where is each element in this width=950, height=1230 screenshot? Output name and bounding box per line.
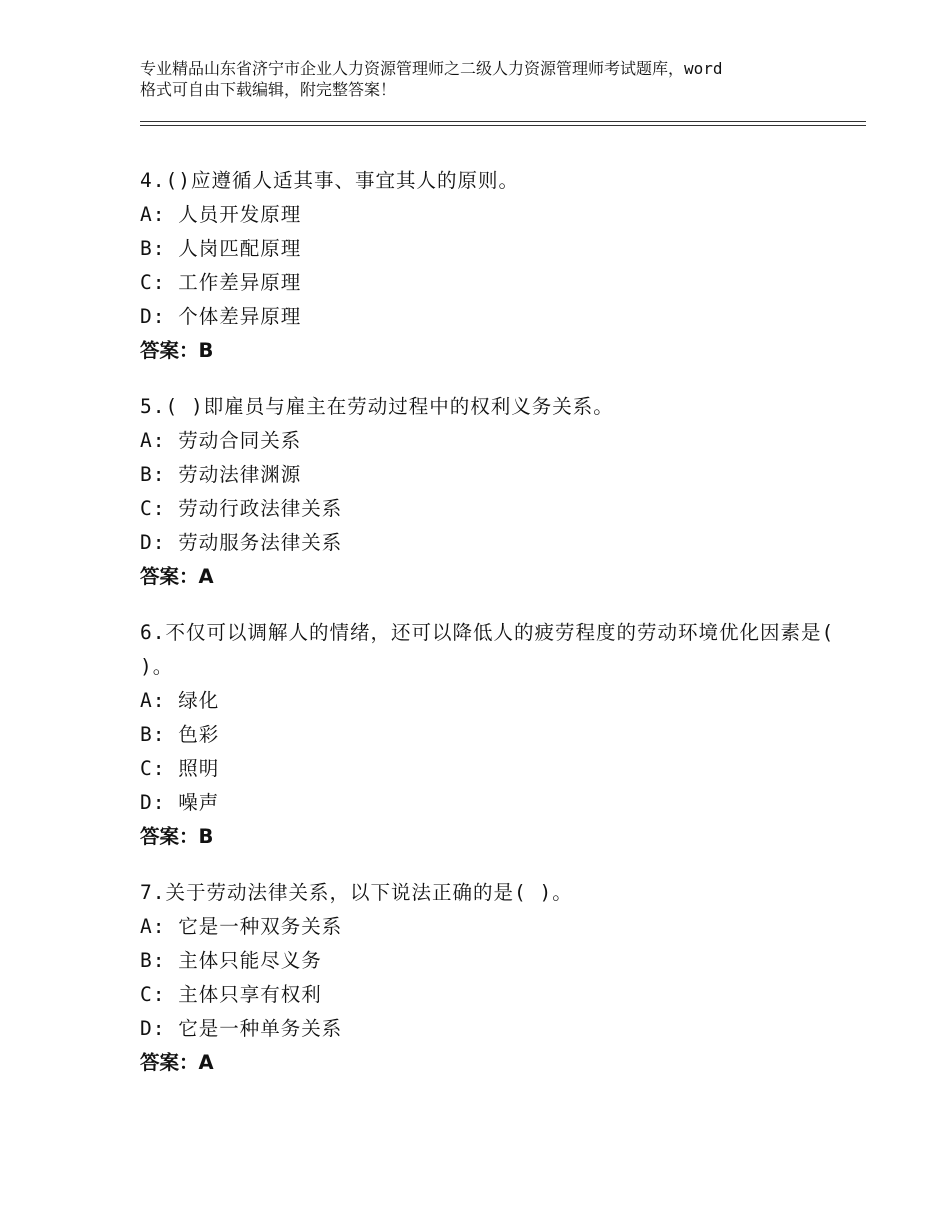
answer-label: 答案：B bbox=[140, 825, 214, 848]
option-a: A: 它是一种双务关系 bbox=[140, 915, 343, 938]
answer-label: 答案：A bbox=[140, 1051, 214, 1074]
option-d: D: 个体差异原理 bbox=[140, 305, 302, 328]
document-header bbox=[140, 58, 840, 100]
question-5 bbox=[140, 390, 840, 594]
header-divider-bottom bbox=[140, 125, 866, 126]
option-c: C: 照明 bbox=[140, 757, 220, 780]
answer-label: 答案：A bbox=[140, 565, 214, 588]
option-b: B: 主体只能尽义务 bbox=[140, 949, 322, 972]
question-stem: 4.()应遵循人适其事、事宜其人的原则。 bbox=[140, 169, 519, 192]
option-d: D: 劳动服务法律关系 bbox=[140, 531, 343, 554]
question-7 bbox=[140, 876, 840, 1080]
question-stem: 7.关于劳动法律关系，以下说法正确的是( )。 bbox=[140, 881, 573, 904]
option-a: A: 人员开发原理 bbox=[140, 203, 302, 226]
option-a: A: 劳动合同关系 bbox=[140, 429, 302, 452]
question-4 bbox=[140, 164, 840, 368]
option-d: D: 它是一种单务关系 bbox=[140, 1017, 343, 1040]
header-title-line-2: 格式可自由下载编辑，附完整答案！ bbox=[140, 80, 397, 99]
question-stem: 5.( )即雇员与雇主在劳动过程中的权利义务关系。 bbox=[140, 395, 614, 418]
option-b: B: 人岗匹配原理 bbox=[140, 237, 302, 260]
header-title-line-1: 专业精品山东省济宁市企业人力资源管理师之二级人力资源管理师考试题库，word bbox=[140, 59, 723, 78]
option-c: C: 主体只享有权利 bbox=[140, 983, 322, 1006]
question-list bbox=[140, 164, 847, 1102]
question-stem: 6.不仅可以调解人的情绪，还可以降低人的疲劳程度的劳动环境优化因素是( )。 bbox=[140, 621, 847, 678]
question-6 bbox=[140, 616, 847, 854]
option-d: D: 噪声 bbox=[140, 791, 220, 814]
option-b: B: 色彩 bbox=[140, 723, 220, 746]
option-c: C: 工作差异原理 bbox=[140, 271, 302, 294]
answer-label: 答案：B bbox=[140, 339, 214, 362]
header-divider-top bbox=[140, 121, 866, 122]
option-a: A: 绿化 bbox=[140, 689, 220, 712]
option-b: B: 劳动法律渊源 bbox=[140, 463, 302, 486]
option-c: C: 劳动行政法律关系 bbox=[140, 497, 343, 520]
